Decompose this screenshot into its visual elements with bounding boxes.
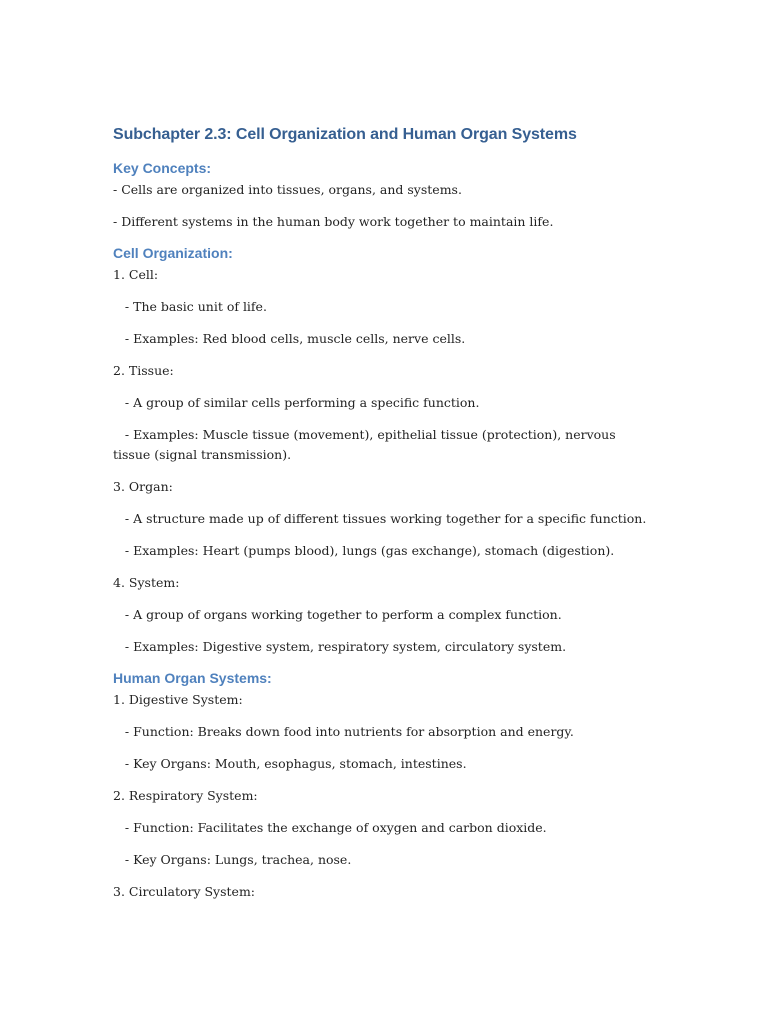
paragraph: - Examples: Muscle tissue (movement), epithelial tissue (protection), nervous tissue (signal transmission). [113, 427, 620, 462]
paragraph: - Function: Facilitates the exchange of oxygen and carbon dioxide. [113, 820, 547, 835]
page-title: Subchapter 2.3: Cell Organization and Human Organ Systems [113, 126, 577, 143]
paragraph: - Key Organs: Mouth, esophagus, stomach, intestines. [113, 756, 467, 771]
paragraph: - A structure made up of different tissues working together for a specific function. [113, 511, 647, 526]
section-cell-organization [113, 244, 653, 657]
paragraph: - Key Organs: Lungs, trachea, nose. [113, 852, 352, 867]
paragraph: - Examples: Red blood cells, muscle cells, nerve cells. [113, 331, 466, 346]
document-content [113, 124, 653, 914]
section-human-organ-systems [113, 669, 653, 902]
section-heading: Human Organ Systems: [113, 670, 272, 686]
paragraph: 2. Respiratory System: [113, 788, 258, 803]
section-key-concepts [113, 159, 653, 232]
paragraph: - Examples: Heart (pumps blood), lungs (gas exchange), stomach (digestion). [113, 543, 615, 558]
paragraph: 1. Digestive System: [113, 692, 243, 707]
paragraph: - A group of similar cells performing a specific function. [113, 395, 480, 410]
paragraph: 3. Organ: [113, 479, 173, 494]
paragraph: - The basic unit of life. [113, 299, 267, 314]
paragraph: - Cells are organized into tissues, organs, and systems. [113, 182, 462, 197]
paragraph: 1. Cell: [113, 267, 159, 282]
paragraph: - Function: Breaks down food into nutrients for absorption and energy. [113, 724, 574, 739]
section-heading: Key Concepts: [113, 160, 212, 176]
paragraph: - Different systems in the human body work together to maintain life. [113, 214, 554, 229]
paragraph: 2. Tissue: [113, 363, 174, 378]
paragraph: 3. Circulatory System: [113, 884, 256, 899]
paragraph: - A group of organs working together to perform a complex function. [113, 607, 562, 622]
paragraph: - Examples: Digestive system, respiratory system, circulatory system. [113, 639, 567, 654]
paragraph: 4. System: [113, 575, 180, 590]
section-heading: Cell Organization: [113, 245, 233, 261]
